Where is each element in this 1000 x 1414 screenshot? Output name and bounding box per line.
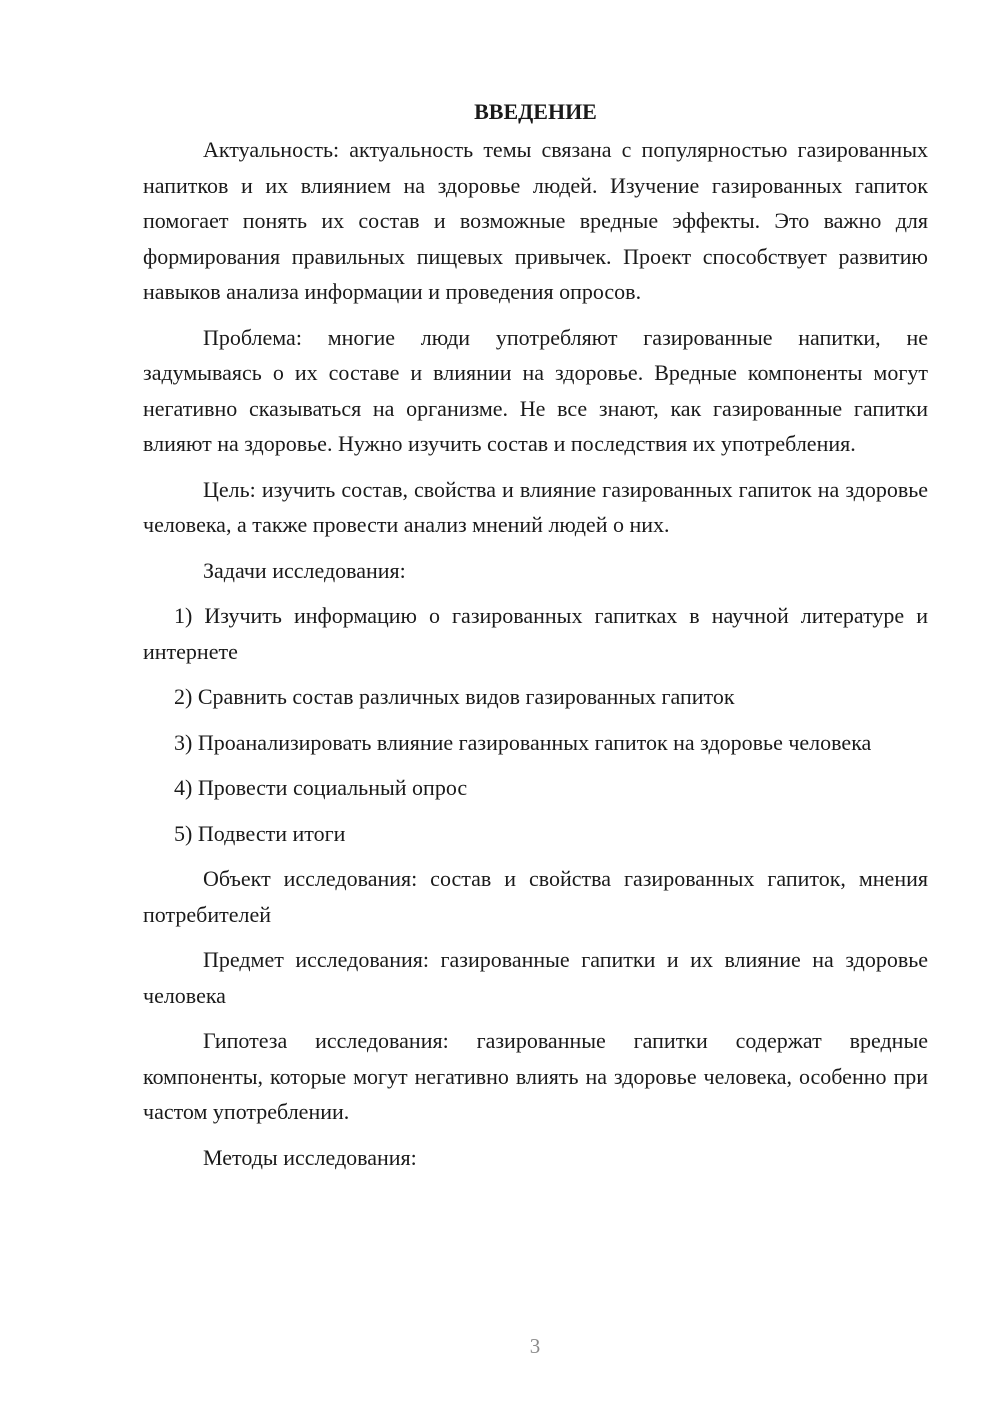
paragraph-object: Объект исследования: состав и свойства газированных гапиток, мнения потребителей	[143, 866, 928, 927]
paragraph-goal: Цель: изучить состав, свойства и влияние газированных гапиток на здоровье человека, а также провести анализ мнений людей о них.	[143, 476, 928, 537]
task-item-3: 3) Проанализировать влияние газированных гапиток на здоровье человека	[174, 729, 872, 755]
task-item-2: 2) Сравнить состав различных видов газированных гапиток	[174, 684, 735, 709]
task-item-1: 1) Изучить информацию о газированных гапитках в научной литературе и интернете	[143, 603, 928, 664]
paragraph-subject: Предмет исследования: газированные гапитки и их влияние на здоровье человека	[143, 947, 928, 1008]
task-item-4: 4) Провести социальный опрос	[174, 775, 468, 800]
page-number: 3	[529, 1334, 541, 1358]
paragraph-relevance: Актуальность: актуальность темы связана с популярностью газированных напитков и их влиянием на здоровье людей. Изучение газированных гапиток помогает понять их состав и возможные вредные эффекты. Это важно для формирования правильных пищевых привычек. Проект способствует развитию навыков анализа информации и проведения опросов.	[143, 137, 928, 304]
paragraph-methods: Методы исследования:	[203, 1144, 417, 1170]
paragraph-problem: Проблема: многие люди употребляют газированные напитки, не задумываясь о их составе и влиянии на здоровье. Вредные компоненты могут негативно сказываться на организме. Не все знают, как газированные гапитки влияют на здоровье. Нужно изучить состав и последствия их употребления.	[143, 324, 928, 456]
task-item-5: 5) Подвести итоги	[174, 820, 346, 846]
document-body	[143, 96, 928, 1185]
paragraph-tasks-heading: Задачи исследования:	[203, 557, 406, 583]
paragraph-hypothesis: Гипотеза исследования: газированные гапитки содержат вредные компоненты, которые могут негативно влиять на здоровье человека, особенно при частом употреблении.	[143, 1028, 928, 1124]
section-title: ВВЕДЕНИЕ	[474, 99, 597, 124]
